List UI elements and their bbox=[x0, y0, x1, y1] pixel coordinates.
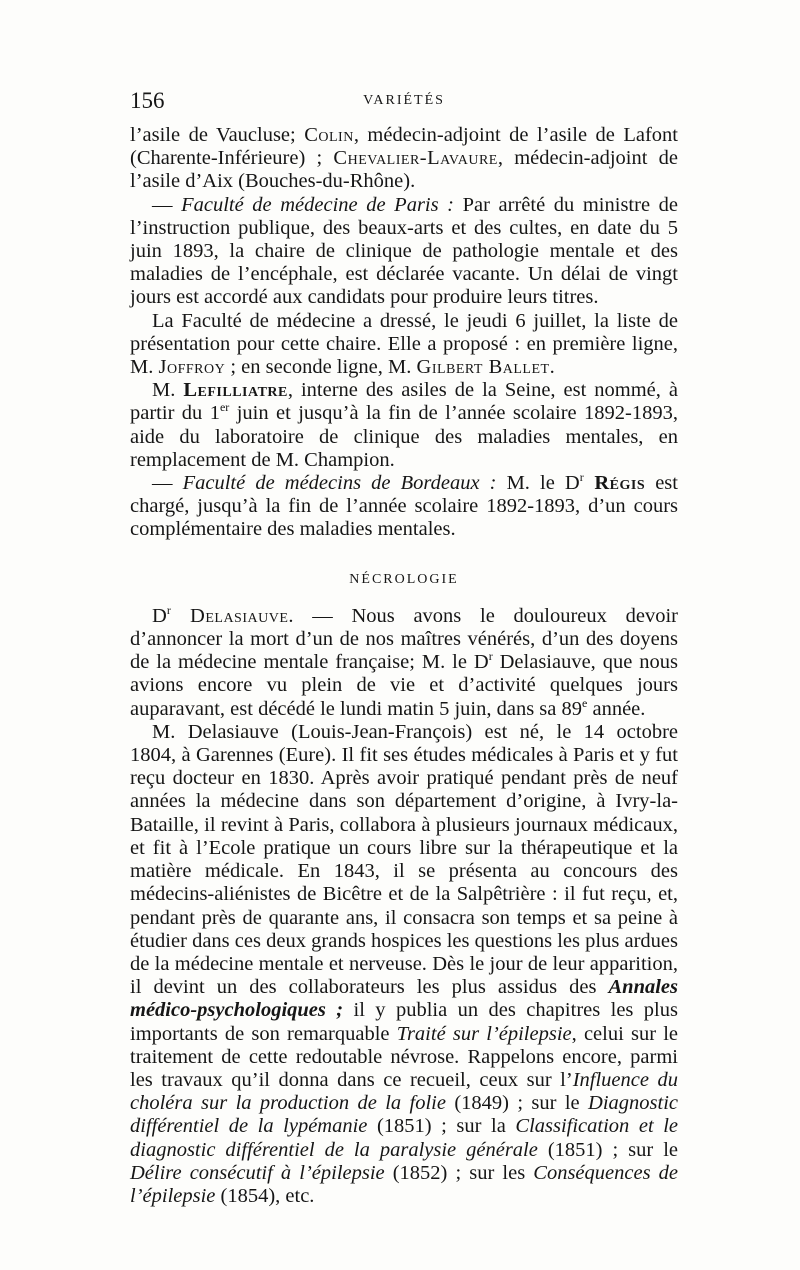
text-run: Par arrêté du ministre de l’instruction publique, des beaux-arts et des cultes, en date du 5 juin 1893, la chaire de clinique de pathologie mentale et des maladies de l’encéphale, est déclarée vacante. Un délai de vingt jours est accordé aux candidats pour produire leurs titres. bbox=[130, 193, 678, 309]
superscript: er bbox=[219, 400, 230, 415]
paragraph-presentation-list bbox=[130, 310, 678, 380]
person-name: Régis bbox=[583, 472, 646, 495]
text-run: , médecin-adjoint de l’asile d’Aix (Bouches-du-Rhône). bbox=[130, 147, 678, 193]
work-title: Diagnostic différentiel de la lypémanie bbox=[130, 1092, 678, 1138]
work-title: Délire consécutif à l’épilepsie bbox=[130, 1161, 385, 1184]
superscript: r bbox=[579, 470, 584, 485]
text-run: est chargé, jusqu’à la fin de l’année scolaire 1892-1893, d’un cours complémentaire des maladies mentales. bbox=[130, 472, 678, 541]
text-run: il y publia un des chapitres les plus importants de son remarquable bbox=[130, 999, 678, 1045]
paragraph-faculty-paris bbox=[130, 194, 678, 310]
person-name: Joffroy bbox=[158, 356, 226, 379]
text-run: (1852) ; sur les bbox=[384, 1161, 534, 1184]
paragraph-lefilliatre bbox=[130, 379, 678, 472]
text-run: (1851) ; sur la bbox=[367, 1115, 516, 1138]
person-name: Gilbert Ballet bbox=[416, 356, 550, 379]
person-name: Colin bbox=[304, 124, 354, 146]
body-text bbox=[130, 124, 678, 1208]
text-run: année. bbox=[587, 697, 646, 720]
text-run: M. Delasiauve (Louis-Jean-François) est né, le 14 octobre 1804, à Garennes (Eure). Il fit ses études médicales à Paris et y fut reçu docteur en 1830. Après avoir pratiqué pendant près de neuf années la médecine dans son département d’origine, à Ivry-la-Bataille, il revint à Paris, collabora à plusieurs journaux médicaux, et fit à l’Ecole pratique un cours libre sur la thérapeutique et la matière médicale. En 1843, il se présenta au concours des médecins-aliénistes de Bicêtre et de la Salpêtrière : il fut reçu, et, pendant près de quarante ans, il consacra son temps et sa peine à étudier dans ces deux grands hospices les questions les plus ardues de la médecine mentale et nerveuse. Dès le jour de leur apparition, il devint un des collaborateurs les plus assidus des bbox=[130, 720, 678, 999]
text-run: D bbox=[152, 604, 167, 627]
work-title: Traité sur l’épilepsie bbox=[396, 1022, 572, 1045]
section-title: NÉCROLOGIE bbox=[349, 571, 459, 587]
text-run: l’asile de Vaucluse; bbox=[130, 124, 305, 146]
paragraph-necrology-biography bbox=[130, 721, 678, 1208]
page-number: 156 bbox=[130, 88, 165, 113]
text-run: (1851) ; sur le bbox=[537, 1138, 678, 1161]
text-run: (1849) ; sur le bbox=[445, 1092, 589, 1115]
italic-heading: Faculté de médecine de Paris : bbox=[181, 193, 455, 216]
journal-title: Annales médico-psychologiques ; bbox=[130, 976, 678, 1022]
text-run: La Faculté de médecine a dressé, le jeudi 6 juillet, la liste de présentation pour cette chaire. Elle a proposé : en première ligne, M. bbox=[130, 309, 678, 379]
superscript: r bbox=[488, 649, 493, 664]
dash: — bbox=[152, 193, 182, 216]
text-run: , celui sur le traitement de cette redoutable névrose. Rappelons encore, parmi les travaux qu’il donna dans ce recueil, ceux sur l’ bbox=[130, 1022, 679, 1091]
text-run: Delasiauve, que nous avions encore vu plein de vie et d’activité quelques jours auparavant, est décédé le lundi matin 5 juin, dans sa 89 bbox=[130, 651, 678, 720]
text-run: , médecin-adjoint de l’asile de Lafont (Charente-Inférieure) ; bbox=[130, 124, 678, 170]
text-run: M. le D bbox=[496, 472, 580, 495]
text-run: , interne des asiles de la Seine, est nommé, à partir du 1 bbox=[130, 379, 678, 425]
text-run: ; en seconde ligne, M. bbox=[225, 356, 417, 379]
paragraph-asylum-appointments bbox=[130, 124, 678, 194]
work-title: Classification et le diagnostic différentiel de la paralysie générale bbox=[130, 1115, 678, 1161]
person-name: Delasiauve bbox=[170, 604, 289, 627]
text-run: (1854), etc. bbox=[215, 1184, 315, 1207]
italic-heading: Faculté de médecins de Bordeaux : bbox=[182, 472, 497, 495]
superscript: e bbox=[582, 695, 588, 710]
text-run: . bbox=[549, 356, 555, 379]
dash: — bbox=[152, 472, 183, 495]
work-title: Influence du choléra sur la production de la folie bbox=[130, 1068, 679, 1115]
running-head: VARIÉTÉS bbox=[363, 93, 445, 108]
paragraph-faculty-bordeaux bbox=[130, 472, 678, 542]
page-header bbox=[130, 88, 678, 118]
work-title: Conséquences de l’épilepsie bbox=[130, 1161, 678, 1207]
person-name: Chevalier-Lavaure bbox=[333, 147, 498, 170]
superscript: r bbox=[166, 603, 171, 618]
person-name: Lefilliatre bbox=[183, 379, 288, 402]
paragraph-necrology-intro bbox=[130, 605, 678, 721]
text-run: . — Nous avons le douloureux devoir d’annoncer la mort d’un de nos maîtres vénérés, d’un des doyens de la médecine mentale française; M. le D bbox=[130, 604, 678, 674]
text-run: juin et jusqu’à la fin de l’année scolaire 1892-1893, aide du laboratoire de clinique des maladies mentales, en remplacement de M. Champion. bbox=[130, 402, 678, 471]
text-run: M. bbox=[152, 379, 184, 402]
